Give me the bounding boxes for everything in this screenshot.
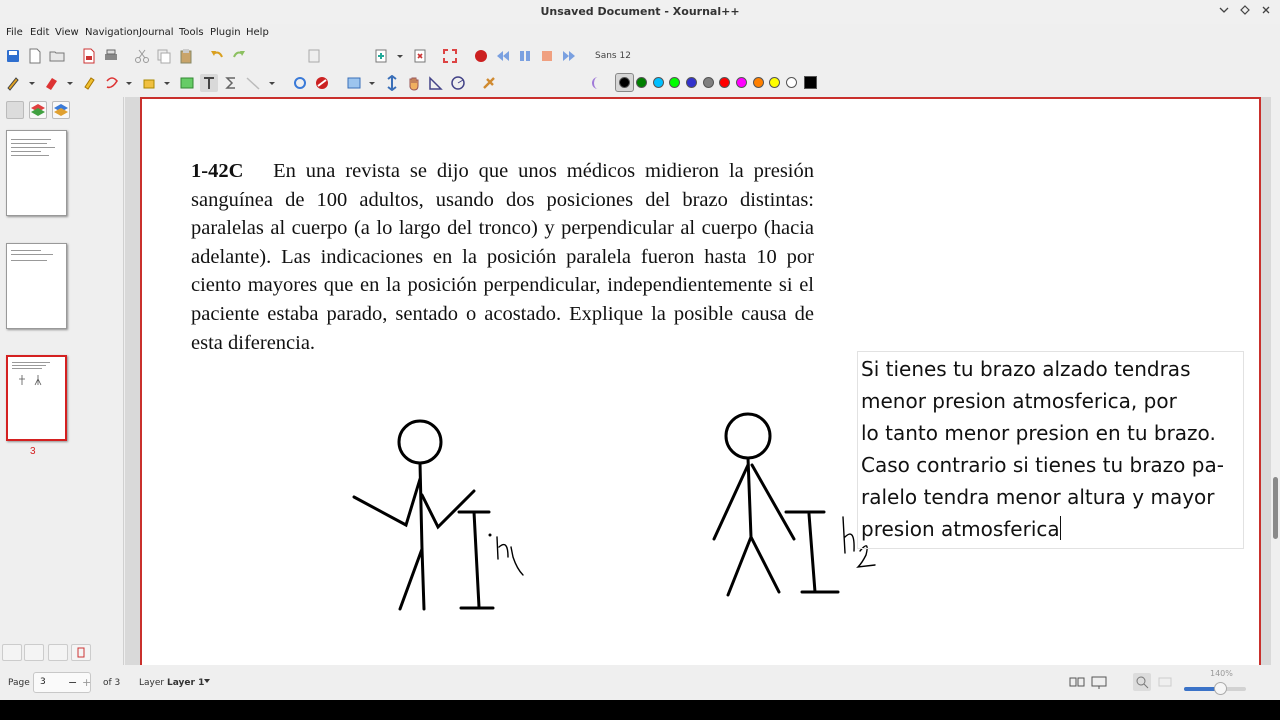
dual-page-view-icon[interactable] [1068, 673, 1086, 691]
chevron-down-icon[interactable] [23, 74, 41, 92]
paste-icon[interactable] [177, 47, 195, 65]
open-icon[interactable] [48, 47, 66, 65]
tab-page-preview[interactable] [6, 101, 24, 119]
color-swatch-gray[interactable] [703, 77, 714, 88]
chevron-down-icon[interactable] [120, 74, 138, 92]
stop-icon[interactable] [538, 47, 556, 65]
minimize-icon[interactable] [1216, 4, 1232, 20]
menu-edit[interactable]: Edit [30, 27, 50, 38]
print-icon[interactable] [102, 47, 120, 65]
sidebar-copy-page-button[interactable] [48, 644, 68, 661]
latex-icon[interactable] [222, 74, 240, 92]
save-icon[interactable] [4, 47, 22, 65]
active-page-number: 3 [30, 446, 36, 457]
document-canvas[interactable] [125, 97, 1271, 665]
sidebar-delete-page-button[interactable] [71, 644, 91, 661]
zoom-level: 140% [1210, 669, 1233, 678]
fill-icon[interactable] [587, 74, 605, 92]
page-preview-sidebar [0, 97, 124, 665]
text-tool-icon[interactable] [200, 74, 218, 92]
record-icon[interactable] [472, 47, 490, 65]
chevron-down-icon[interactable] [263, 74, 281, 92]
answer-line-6: presion atmosferica [861, 517, 1060, 541]
answer-line-4: Caso contrario si tienes tu brazo pa- [861, 453, 1224, 477]
page-thumbnail-3[interactable] [6, 355, 67, 441]
problem-id: 1-42C [191, 160, 244, 182]
answer-line-5: ralelo tendra menor altura y mayor [861, 485, 1215, 509]
color-swatch-magenta[interactable] [736, 77, 747, 88]
answer-text[interactable] [861, 353, 1224, 545]
window-title: Unsaved Document - Xournal++ [540, 5, 740, 18]
color-swatch-green[interactable] [636, 77, 647, 88]
title-bar [0, 0, 1280, 24]
undo-icon[interactable] [208, 47, 226, 65]
new-page-icon[interactable] [26, 47, 44, 65]
color-swatch-orange[interactable] [753, 77, 764, 88]
color-swatch-yellow[interactable] [769, 77, 780, 88]
color-swatch-white[interactable] [786, 77, 797, 88]
answer-line-1: Si tienes tu brazo alzado tendras [861, 357, 1191, 381]
chevron-down-icon[interactable] [158, 74, 176, 92]
layer-select[interactable]: Layer 1 [167, 678, 205, 688]
status-bar [0, 665, 1280, 700]
color-swatch-lightblue[interactable] [653, 77, 664, 88]
scrollbar-thumb[interactable] [1273, 477, 1278, 539]
menu-help[interactable]: Help [246, 27, 269, 38]
problem-text [191, 157, 814, 357]
text-caret [1060, 516, 1061, 540]
fast-forward-icon[interactable] [560, 47, 578, 65]
redo-icon[interactable] [230, 47, 248, 65]
presentation-view-icon[interactable] [1090, 673, 1108, 691]
page-number-input[interactable] [33, 672, 91, 693]
zoom-slider-knob[interactable] [1214, 682, 1227, 695]
menu-file[interactable]: File [6, 27, 23, 38]
stick-figure-drawing[interactable] [342, 399, 902, 619]
page-thumbnail-2[interactable] [6, 243, 67, 329]
zoom-slider[interactable] [1184, 687, 1246, 691]
answer-line-2: menor presion atmosferica, por [861, 389, 1177, 413]
page-increment-button[interactable]: + [82, 676, 92, 689]
menu-tools[interactable]: Tools [179, 27, 204, 38]
compass-icon[interactable] [449, 74, 467, 92]
maximize-icon[interactable] [1237, 4, 1253, 20]
rectangle-icon[interactable] [345, 74, 363, 92]
cut-icon[interactable] [133, 47, 151, 65]
zoom-fit-icon[interactable] [1133, 673, 1151, 691]
export-pdf-icon[interactable] [80, 47, 98, 65]
page-thumbnail-1[interactable] [6, 130, 67, 216]
eraser-icon[interactable] [42, 74, 60, 92]
color-swatch-black[interactable] [619, 77, 630, 88]
menu-view[interactable]: View [55, 27, 79, 38]
answer-line-3: lo tanto menor presion en tu brazo. [861, 421, 1216, 445]
copy-icon[interactable] [155, 47, 173, 65]
custom-color-button[interactable] [804, 76, 817, 89]
vertical-scrollbar[interactable] [1271, 97, 1280, 665]
image-icon[interactable] [178, 74, 196, 92]
chevron-down-icon[interactable] [61, 74, 79, 92]
menu-bar [0, 25, 1280, 43]
color-swatch-lightgreen[interactable] [669, 77, 680, 88]
fullscreen-icon[interactable] [441, 47, 459, 65]
page-total: of 3 [103, 678, 121, 688]
layer-label: Layer [139, 678, 165, 688]
pause-icon[interactable] [516, 47, 534, 65]
menu-journal[interactable]: Journal [139, 27, 174, 38]
refresh-icon[interactable] [291, 74, 309, 92]
hand-icon[interactable] [405, 74, 423, 92]
color-swatch-red[interactable] [719, 77, 730, 88]
select-region-icon[interactable] [141, 74, 159, 92]
toolbox-icon[interactable] [480, 74, 498, 92]
chevron-down-icon[interactable] [203, 677, 211, 688]
problem-body: En una revista se dijo que unos médicos midieron la presión sanguínea de 100 adultos, usando dos posiciones del brazo distintas: paralelas al cuerpo (a lo largo del tronco) y perpendicular al cuerpo (hacia adelante). Las indicaciones en la posición paralela fueron hasta 10 por ciento mayores que en la posición perpendicular, independientemente si el paciente estaba parado, sentado o acostado. Explique la posible causa de esta diferencia. [191, 160, 815, 354]
page-number-value: 3 [40, 677, 46, 687]
page-decrement-button[interactable]: − [68, 676, 78, 689]
main-toolbar [0, 43, 1280, 69]
tab-layers[interactable] [29, 101, 47, 119]
highlighter-icon[interactable] [80, 74, 98, 92]
insert-page-icon[interactable] [372, 47, 390, 65]
delete-page-icon[interactable] [411, 47, 429, 65]
sidebar-page-up-button[interactable] [2, 644, 22, 661]
insert-space-icon[interactable] [383, 74, 401, 92]
document-page[interactable] [140, 97, 1261, 665]
rewind-icon[interactable] [494, 47, 512, 65]
sidebar-page-down-button[interactable] [24, 644, 44, 661]
shape-recognizer-icon[interactable] [103, 74, 121, 92]
ruler-icon[interactable] [244, 74, 262, 92]
tab-layer-preview[interactable] [52, 101, 70, 119]
chevron-down-icon[interactable] [391, 47, 409, 65]
page-settings-icon[interactable] [305, 47, 323, 65]
chevron-down-icon[interactable] [363, 74, 381, 92]
close-icon[interactable] [1258, 4, 1274, 20]
menu-navigation[interactable]: Navigation [85, 27, 139, 38]
set-square-icon[interactable] [427, 74, 445, 92]
pen-icon[interactable] [4, 74, 22, 92]
menu-plugin[interactable]: Plugin [210, 27, 241, 38]
page-label: Page [8, 678, 30, 688]
zoom-100-icon[interactable] [1156, 673, 1174, 691]
color-swatch-blue[interactable] [686, 77, 697, 88]
font-selector[interactable]: Sans 12 [595, 51, 631, 61]
vertical-space-icon[interactable] [313, 74, 331, 92]
